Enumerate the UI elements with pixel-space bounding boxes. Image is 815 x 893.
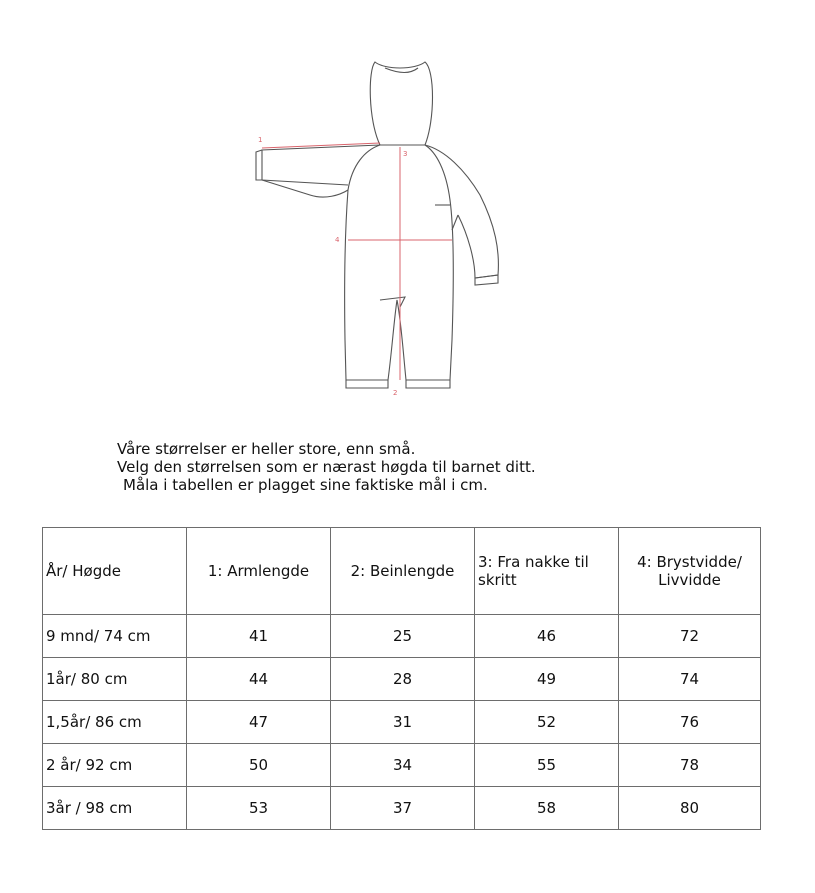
header-cell: 3: Fra nakke til skritt	[475, 528, 619, 615]
table-row	[43, 787, 761, 830]
marker-4: 4	[335, 236, 340, 244]
table-cell: 46	[475, 615, 619, 658]
table-cell: 50	[187, 744, 331, 787]
header-cell: 2: Beinlengde	[331, 528, 475, 615]
table-cell: 80	[619, 787, 761, 830]
table-cell: 37	[331, 787, 475, 830]
size-notes	[117, 440, 536, 494]
table-row	[43, 744, 761, 787]
table-cell: 53	[187, 787, 331, 830]
overall-sketch	[240, 50, 540, 405]
table-cell: 74	[619, 658, 761, 701]
table-cell: 3år / 98 cm	[43, 787, 187, 830]
note-line: Velg den størrelsen som er nærast høgda til barnet ditt.	[117, 458, 536, 476]
table-cell: 76	[619, 701, 761, 744]
table-cell: 34	[331, 744, 475, 787]
table-cell: 49	[475, 658, 619, 701]
garment-diagram	[240, 50, 540, 405]
table-row	[43, 615, 761, 658]
table-cell: 55	[475, 744, 619, 787]
table-row	[43, 658, 761, 701]
table-cell: 41	[187, 615, 331, 658]
note-line: Våre størrelser er heller store, enn små.	[117, 440, 416, 458]
table-cell: 31	[331, 701, 475, 744]
table-cell: 9 mnd/ 74 cm	[43, 615, 187, 658]
table-cell: 72	[619, 615, 761, 658]
table-cell: 58	[475, 787, 619, 830]
table-cell: 28	[331, 658, 475, 701]
marker-1: 1	[258, 136, 263, 144]
table-cell: 25	[331, 615, 475, 658]
table-cell: 52	[475, 701, 619, 744]
table-row	[43, 701, 761, 744]
header-cell: År/ Høgde	[43, 528, 187, 615]
table-cell: 47	[187, 701, 331, 744]
marker-2: 2	[393, 389, 398, 397]
table-cell: 1år/ 80 cm	[43, 658, 187, 701]
note-line: Måla i tabellen er plagget sine faktiske mål i cm.	[123, 476, 488, 494]
header-cell: 1: Armlengde	[187, 528, 331, 615]
header-cell: 4: Brystvidde/ Livvidde	[619, 528, 761, 615]
table-cell: 2 år/ 92 cm	[43, 744, 187, 787]
table-cell: 44	[187, 658, 331, 701]
table-cell: 78	[619, 744, 761, 787]
marker-3: 3	[403, 150, 408, 158]
table-cell: 1,5år/ 86 cm	[43, 701, 187, 744]
size-table	[42, 527, 761, 830]
table-header-row	[43, 528, 761, 615]
